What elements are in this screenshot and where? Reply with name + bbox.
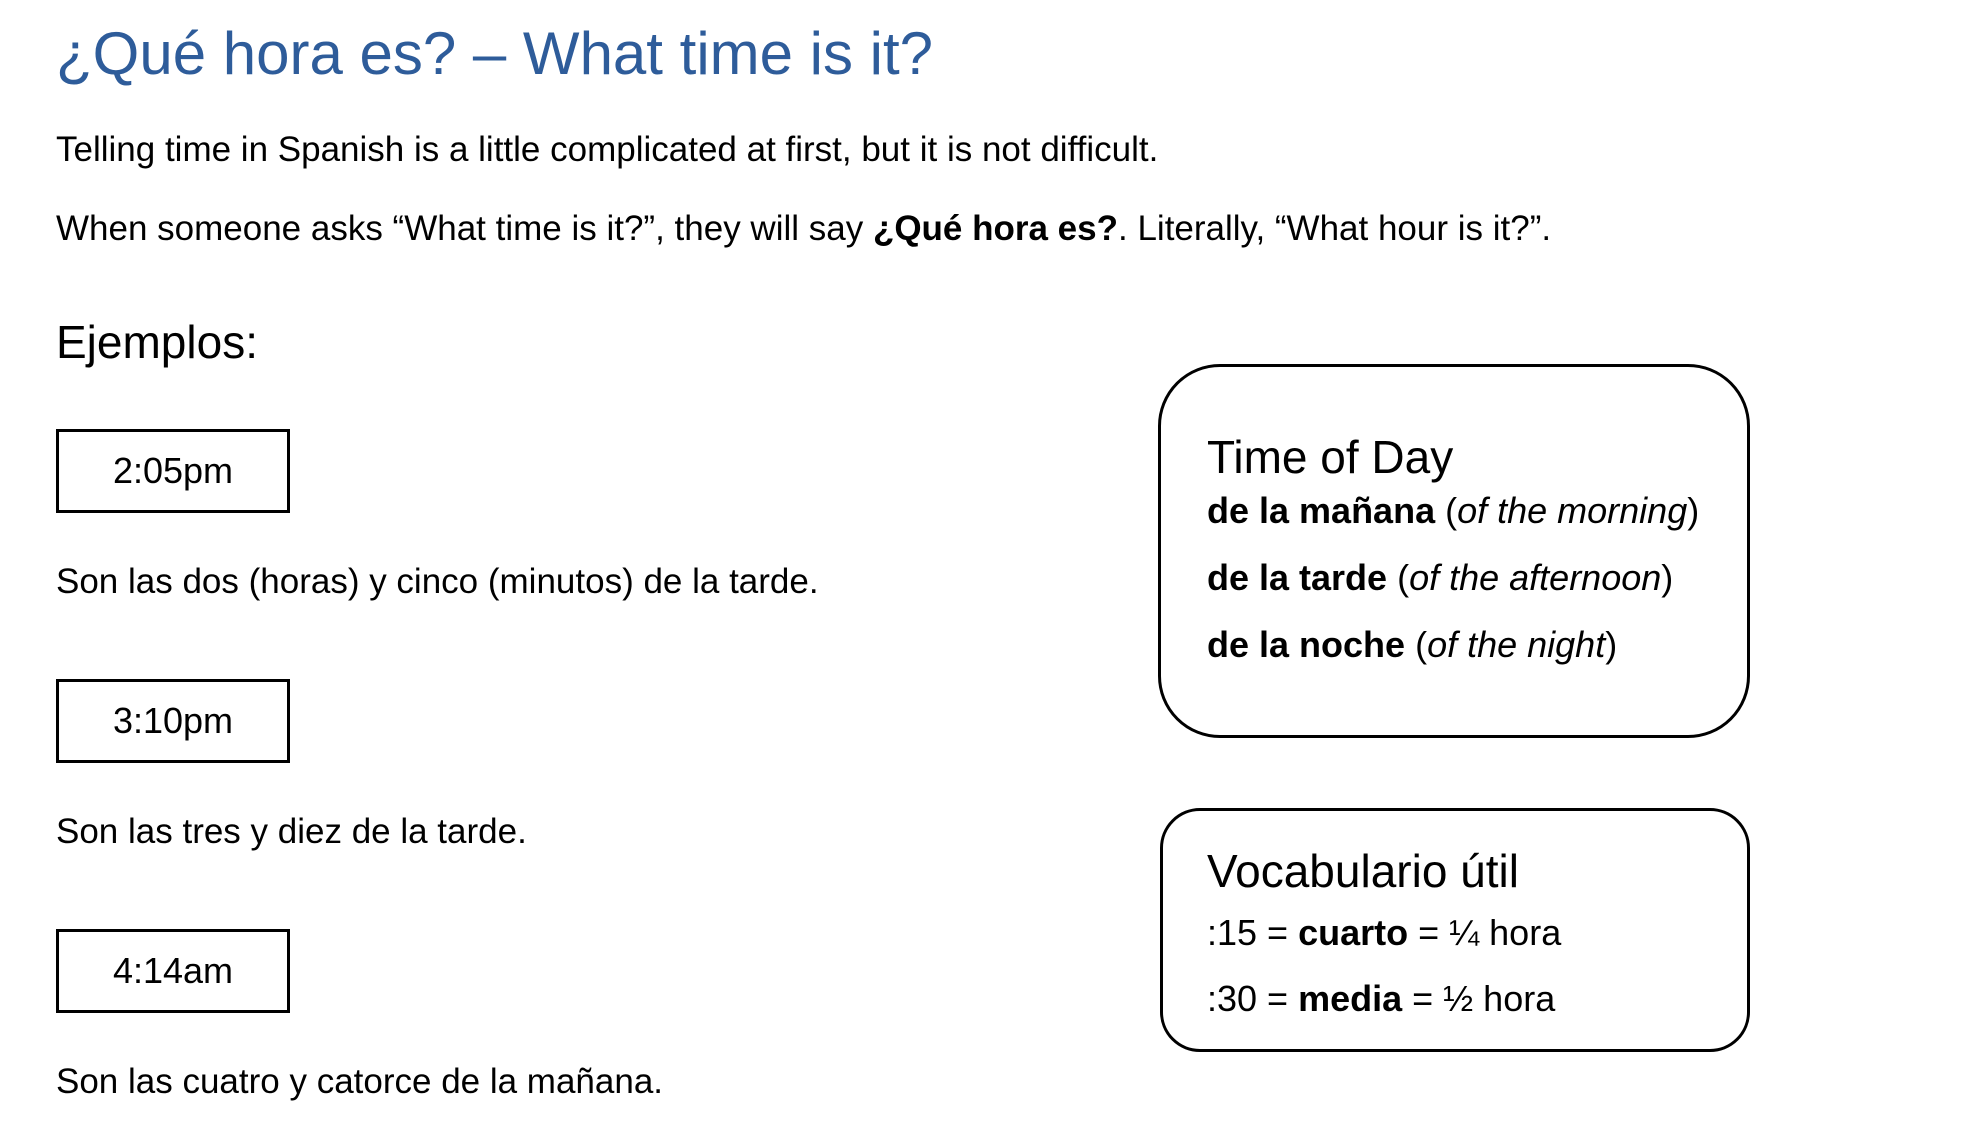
- vocab-post: = ¼ hora: [1408, 912, 1562, 953]
- example-time-box: [56, 679, 290, 763]
- example-time: 2:05pm: [112, 450, 234, 491]
- page-title: ¿Qué hora es? – What time is it?: [56, 20, 934, 87]
- vocabulario-item: [1207, 975, 1555, 1023]
- vocab-pre: :30 =: [1207, 978, 1299, 1019]
- time-of-day-spanish: de la tarde: [1207, 557, 1388, 598]
- time-of-day-card: [1158, 364, 1750, 738]
- intro-line-2-post: . Literally, “What hour is it?”.: [1118, 209, 1552, 248]
- vocab-post: = ½ hora: [1402, 978, 1556, 1019]
- intro-line-2-pre: When someone asks “What time is it?”, they will say: [56, 209, 873, 248]
- time-of-day-spanish: de la noche: [1207, 624, 1406, 665]
- time-of-day-item: de la noche (of the night): [1207, 624, 1618, 665]
- intro-line-1: Telling time in Spanish is a little complicated at first, but it is not difficult.: [56, 130, 1159, 169]
- vocabulario-item: [1207, 909, 1561, 957]
- vocab-term: cuarto: [1298, 912, 1409, 953]
- example-time: 4:14am: [112, 950, 234, 991]
- example-sentence: Son las cuatro y catorce de la mañana.: [56, 1062, 664, 1101]
- time-of-day-english: of the morning: [1457, 490, 1688, 531]
- time-of-day-item: de la mañana (of the morning): [1207, 490, 1700, 531]
- vocab-pre: :15 =: [1207, 912, 1299, 953]
- time-of-day-item: de la tarde (of the afternoon): [1207, 557, 1674, 598]
- examples-heading: Ejemplos:: [56, 316, 258, 368]
- vocabulario-title: Vocabulario útil: [1207, 845, 1519, 897]
- time-of-day-title: Time of Day: [1207, 431, 1454, 483]
- example-sentence: Son las dos (horas) y cinco (minutos) de la tarde.: [56, 562, 819, 601]
- example-sentence: Son las tres y diez de la tarde.: [56, 812, 527, 851]
- example-time-box: [56, 429, 290, 513]
- vocab-term: media: [1298, 978, 1403, 1019]
- vocabulario-card: [1160, 808, 1750, 1052]
- time-of-day-spanish: de la mañana: [1207, 490, 1436, 531]
- intro-line-2-bold: ¿Qué hora es?: [872, 209, 1118, 248]
- example-time-box: [56, 929, 290, 1013]
- time-of-day-english: of the night: [1427, 624, 1606, 665]
- time-of-day-english: of the afternoon: [1409, 557, 1662, 598]
- intro-line-2: [56, 205, 1551, 253]
- example-time: 3:10pm: [112, 700, 234, 741]
